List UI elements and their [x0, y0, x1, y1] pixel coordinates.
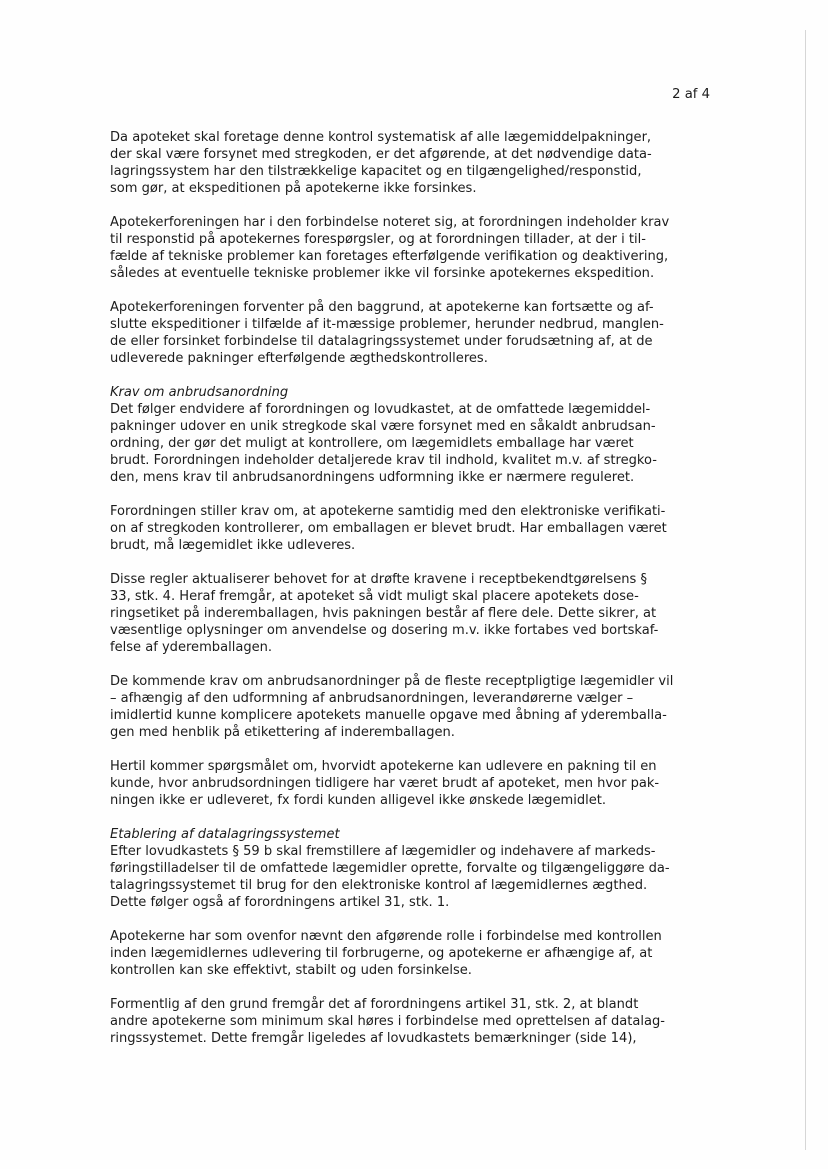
text-line: inden lægemidlernes udlevering til forbrugerne, og apotekerne er afhængige af, at: [110, 946, 653, 961]
document-body: [110, 129, 710, 1047]
text-line: der skal være forsynet med stregkoden, er det afgørende, at det nødvendige data-: [110, 147, 652, 162]
text-line: Hertil kommer spørgsmålet om, hvorvidt apotekerne kan udlevere en pakning til en: [110, 759, 657, 774]
text-line: Efter lovudkastets § 59 b skal fremstillere af lægemidler og indehavere af markeds-: [110, 844, 656, 859]
text-line: Apotekerforeningen har i den forbindelse noteret sig, at forordningen indeholder krav: [110, 215, 670, 230]
paragraph: [110, 214, 710, 282]
text-line: slutte ekspeditioner i tilfælde af it-mæssige problemer, herunder nedbrud, manglen-: [110, 317, 664, 332]
text-line: Apotekerne har som ovenfor nævnt den afgørende rolle i forbindelse med kontrollen: [110, 929, 662, 944]
paragraph: [110, 384, 710, 486]
text-line: Det følger endvidere af forordningen og lovudkastet, at de omfattede lægemiddel-: [110, 402, 651, 417]
text-line: gen med henblik på etikettering af inderemballagen.: [110, 725, 455, 740]
text-line: udleverede pakninger efterfølgende ægthedskontrolleres.: [110, 351, 488, 366]
text-line: felse af yderemballagen.: [110, 640, 273, 655]
text-line: on af stregkoden kontrollerer, om emballagen er blevet brudt. Har emballagen været: [110, 521, 667, 536]
text-line: Formentlig af den grund fremgår det af forordningens artikel 31, stk. 2, at blandt: [110, 997, 639, 1012]
text-line: – afhængig af den udformning af anbrudsanordningen, leverandørerne vælger –: [110, 691, 634, 706]
paragraph: [110, 129, 710, 197]
text-line: Apotekerforeningen forventer på den baggrund, at apotekerne kan fortsætte og af-: [110, 300, 654, 315]
page-number: 2 af 4: [672, 87, 710, 102]
text-line: lagringssystem har den tilstrækkelige kapacitet og en tilgængelighed/responstid,: [110, 164, 642, 179]
text-line: kontrollen kan ske effektivt, stabilt og uden forsinkelse.: [110, 963, 472, 978]
paragraph: [110, 996, 710, 1047]
text-line: fælde af tekniske problemer kan foretages efterfølgende verifikation og deaktivering,: [110, 249, 669, 264]
text-line: imidlertid kunne komplicere apotekets manuelle opgave med åbning af yderemballa-: [110, 708, 667, 723]
text-line: Forordningen stiller krav om, at apotekerne samtidig med den elektroniske verifikati-: [110, 504, 666, 519]
text-line: væsentlige oplysninger om anvendelse og dosering m.v. ikke fortabes ved bortskaf-: [110, 623, 659, 638]
text-line: talagringssystemet til brug for den elektroniske kontrol af lægemidlernes ægthed.: [110, 878, 648, 893]
text-line: ringssystemet. Dette fremgår ligeledes af lovudkastets bemærkninger (side 14),: [110, 1031, 637, 1046]
paragraph: [110, 503, 710, 554]
text-line: til responstid på apotekernes forespørgsler, og at forordningen tillader, at der i til-: [110, 232, 646, 247]
paragraph: [110, 928, 710, 979]
text-line: Disse regler aktualiserer behovet for at drøfte kravene i receptbekendtgørelsens §: [110, 572, 648, 587]
text-line: brudt, må lægemidlet ikke udleveres.: [110, 538, 356, 553]
paragraph: [110, 299, 710, 367]
scan-edge-line: [805, 30, 806, 1150]
section-heading: Etablering af datalagringssystemet: [110, 827, 340, 842]
text-line: andre apotekerne som minimum skal høres i forbindelse med oprettelsen af datalag-: [110, 1014, 665, 1029]
text-line: Dette følger også af forordningens artikel 31, stk. 1.: [110, 895, 450, 910]
paragraph: [110, 826, 710, 911]
text-line: som gør, at ekspeditionen på apotekerne ikke forsinkes.: [110, 181, 477, 196]
text-line: ringsetiket på inderemballagen, hvis pakningen består af flere dele. Dette sikrer, at: [110, 606, 657, 621]
text-line: pakninger udover en unik stregkode skal være forsynet med en såkaldt anbrudsan-: [110, 419, 656, 434]
text-line: de eller forsinket forbindelse til datalagringssystemet under forudsætning af, at de: [110, 334, 653, 349]
text-line: ordning, der gør det muligt at kontrollere, om lægemidlets emballage har været: [110, 436, 634, 451]
section-heading: Krav om anbrudsanordning: [110, 385, 289, 400]
text-line: føringstilladelser til de omfattede lægemidler oprette, forvalte og tilgængeliggøre da-: [110, 861, 670, 876]
text-line: 33, stk. 4. Heraf fremgår, at apoteket så vidt muligt skal placere apotekets dose-: [110, 589, 639, 604]
text-line: kunde, hvor anbrudsordningen tidligere har været brudt af apoteket, men hvor pak-: [110, 776, 660, 791]
text-line: den, mens krav til anbrudsanordningens udformning ikke er nærmere reguleret.: [110, 470, 635, 485]
text-line: De kommende krav om anbrudsanordninger på de fleste receptpligtige lægemidler vil: [110, 674, 674, 689]
text-line: brudt. Forordningen indeholder detaljerede krav til indhold, kvalitet m.v. af stregko-: [110, 453, 657, 468]
text-line: Da apoteket skal foretage denne kontrol systematisk af alle lægemiddelpakninger,: [110, 130, 652, 145]
text-line: således at eventuelle tekniske problemer ikke vil forsinke apotekernes ekspedition.: [110, 266, 655, 281]
paragraph: [110, 758, 710, 809]
paragraph: [110, 571, 710, 656]
paragraph: [110, 673, 710, 741]
text-line: ningen ikke er udleveret, fx fordi kunden alligevel ikke ønskede lægemidlet.: [110, 793, 607, 808]
